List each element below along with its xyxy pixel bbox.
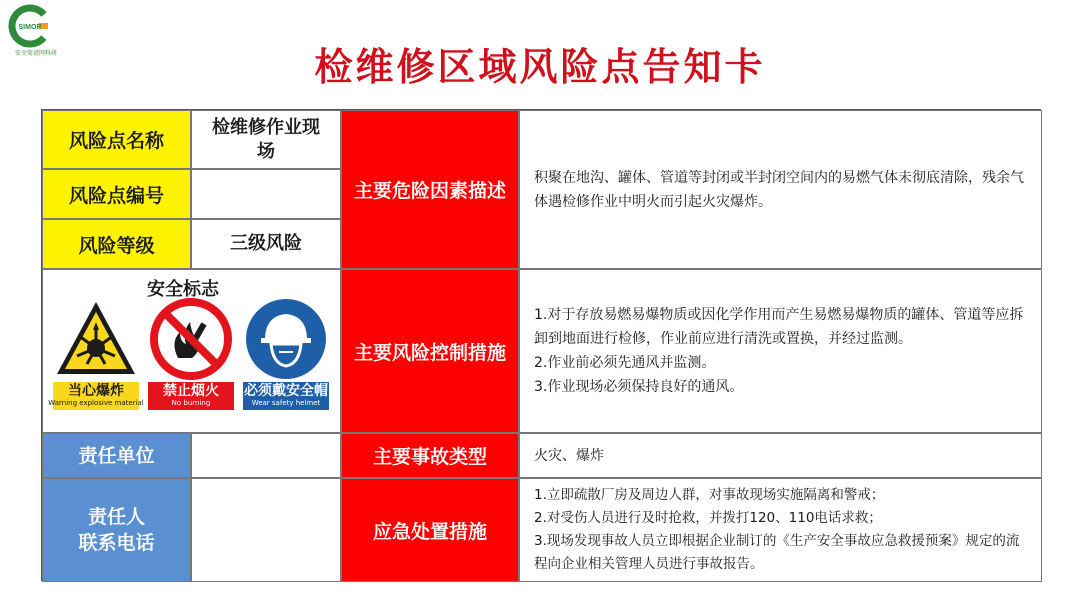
accident-type-label: 主要事故类型 — [341, 433, 519, 478]
accident-type-text: 火灾、爆炸 — [519, 433, 1042, 478]
sign-no-burning — [148, 296, 234, 414]
sign-explosive — [48, 296, 144, 414]
page-title: 检维修区域风险点告知卡 — [314, 45, 766, 89]
risk-point-code-value — [191, 169, 341, 219]
risk-point-code-label: 风险点编号 — [42, 169, 191, 219]
sign-no-burning-label: 禁止烟火 No burning — [148, 382, 234, 410]
risk-control-label: 主要风险控制措施 — [341, 269, 519, 433]
emergency-measures — [519, 478, 1042, 582]
sign-explosive-label: 当心爆炸 Warning explosive material — [53, 382, 139, 410]
risk-level-value: 三级风险 — [191, 219, 341, 269]
responsible-person-line2: 联系电话 — [78, 532, 155, 554]
no-burning-icon — [148, 296, 234, 382]
responsible-person-line1: 责任人 — [87, 506, 145, 528]
explosive-warning-icon — [53, 296, 139, 382]
risk-point-name-label: 风险点名称 — [42, 110, 191, 169]
risk-control-measures — [519, 269, 1042, 433]
svg-text:SIMOR: SIMOR — [18, 24, 42, 31]
safety-signs-panel — [42, 269, 341, 433]
hazard-description-label: 主要危险因素描述 — [341, 110, 519, 269]
risk-control-item: 3.作业现场必须保持良好的通风。 — [534, 379, 744, 395]
risk-card — [41, 109, 1041, 581]
safety-helmet-icon — [243, 296, 329, 382]
emergency-item: 3.现场发现事故人员立即根据企业制订的《生产安全事故应急救援预案》规定的流程向企业相关管理人员进行事故报告。 — [534, 533, 1020, 572]
sign-helmet-label: 必须戴安全帽 Wear safety helmet — [243, 382, 329, 410]
responsible-unit-value — [191, 433, 341, 478]
hazard-description-text: 积聚在地沟、罐体、管道等封闭或半封闭空间内的易燃气体未彻底清除，残余气体遇检修作业中明火而引起火灾爆炸。 — [519, 110, 1042, 269]
emergency-measures-label: 应急处置措施 — [341, 478, 519, 582]
responsible-person-value — [191, 478, 341, 582]
risk-control-item: 2.作业前必须先通风并监测。 — [534, 355, 716, 371]
risk-control-item: 1.对于存放易燃易爆物质或因化学作用而产生易燃易爆物质的罐体、管道等应拆卸到地面进行检修，作业前应进行清洗或置换，并经过监测。 — [534, 307, 1024, 347]
responsible-unit-label: 责任单位 — [42, 433, 191, 478]
safety-signs-title: 安全标志 — [147, 279, 219, 300]
risk-point-name-value: 检维修作业现场 — [191, 110, 341, 169]
risk-level-label: 风险等级 — [42, 219, 191, 269]
logo-text: 安全简谱网科研 — [14, 50, 57, 57]
emergency-item: 2.对受伤人员进行及时抢救，并拨打120、110电话求救； — [534, 510, 882, 526]
emergency-item: 1.立即疏散厂房及周边人群，对事故现场实施隔离和警戒； — [534, 487, 885, 503]
sign-helmet — [243, 296, 329, 414]
responsible-person-label — [42, 478, 191, 582]
